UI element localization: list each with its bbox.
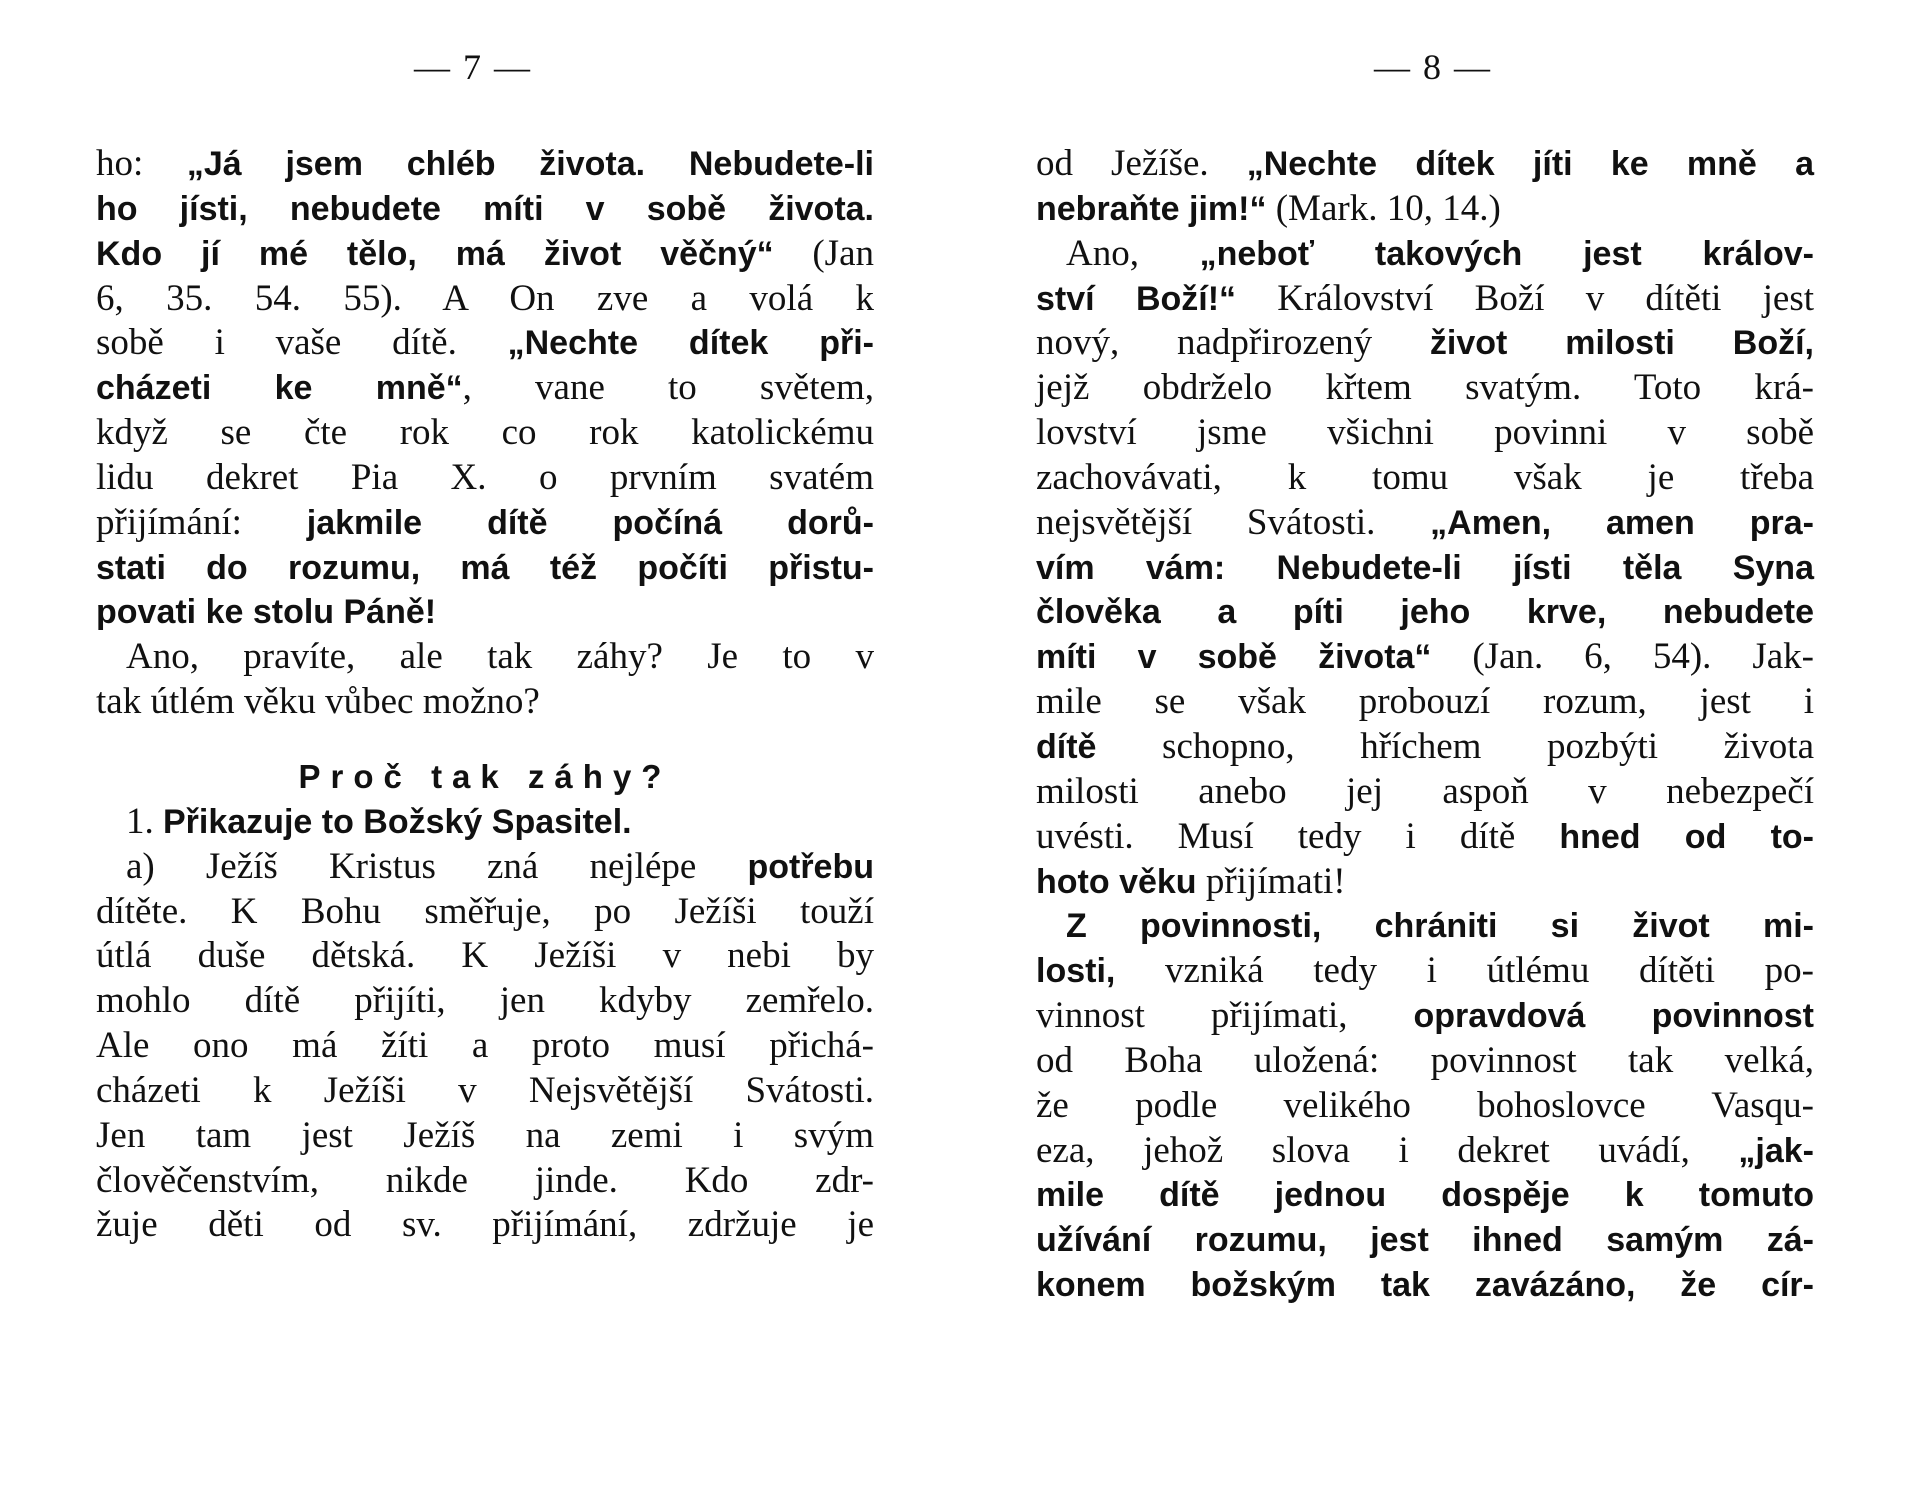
text-line xyxy=(96,1024,874,1069)
text-line xyxy=(96,232,874,277)
text: přijímati! xyxy=(1196,860,1346,902)
text-line xyxy=(1036,142,1814,187)
page-number: — 8 — xyxy=(1374,47,1492,87)
section-heading xyxy=(96,755,874,800)
text: člověčenstvím, nikde jinde. Kdo zdr- xyxy=(96,1159,874,1201)
text-line xyxy=(1036,546,1814,591)
text-line xyxy=(1036,635,1814,680)
text-line xyxy=(96,680,874,725)
text-line xyxy=(96,1203,874,1248)
bold-text: dítě xyxy=(1036,727,1097,766)
text-line xyxy=(96,456,874,501)
text: , vane to světem, xyxy=(462,367,874,409)
text: nejsvětější Svátosti. xyxy=(1036,501,1431,543)
bold-text: užívání rozumu, jest ihned samým zá- xyxy=(1036,1221,1814,1260)
bold-text: mile dítě jednou dospěje k tomuto xyxy=(1036,1176,1814,1215)
text-line xyxy=(1036,815,1814,860)
text-line xyxy=(96,890,874,935)
bold-text: ství Boží!“ xyxy=(1036,279,1237,318)
text-line xyxy=(1036,904,1814,949)
text: sobě i vaše dítě. xyxy=(96,322,508,364)
bold-text: „neboť takových jest králov- xyxy=(1199,234,1814,273)
bold-text: „jak- xyxy=(1738,1131,1814,1170)
text-line xyxy=(1036,456,1814,501)
text-line xyxy=(1036,1129,1814,1174)
bold-text: Proč tak záhy? xyxy=(298,757,672,795)
text-line xyxy=(1036,187,1814,232)
text: (Jan xyxy=(773,232,874,274)
text: milosti anebo jej aspoň v nebezpečí xyxy=(1036,770,1814,812)
text: 6, 35. 54. 55). A On zve a volá k xyxy=(96,277,874,319)
bold-text: Z povinnosti, chrániti si život mi- xyxy=(1066,907,1814,946)
text-line xyxy=(96,366,874,411)
bold-text: potřebu xyxy=(747,847,874,886)
bold-text: hned od to- xyxy=(1559,817,1814,856)
text: zachovávati, k tomu však je třeba xyxy=(1036,456,1814,498)
text: eza, jehož slova i dekret uvádí, xyxy=(1036,1129,1739,1171)
bold-text: povati ke stolu Páně! xyxy=(96,593,437,632)
text-line xyxy=(96,1069,874,1114)
text: mile se však probouzí rozum, jest i xyxy=(1036,681,1814,723)
text: ho: xyxy=(96,143,187,184)
page-text xyxy=(96,142,874,1248)
text-line xyxy=(96,845,874,890)
text-line xyxy=(1036,994,1814,1039)
page-text xyxy=(1036,142,1814,1308)
text-line xyxy=(1036,590,1814,635)
text-line xyxy=(1036,725,1814,770)
text-line xyxy=(1036,277,1814,322)
page-number: — 7 — xyxy=(414,47,532,87)
text: Království Boží v dítěti jest xyxy=(1236,277,1814,319)
text: (Jan. 6, 54). Jak- xyxy=(1431,636,1814,678)
text: od Ježíše. xyxy=(1036,143,1247,184)
text-line xyxy=(1036,860,1814,905)
text-line xyxy=(1036,770,1814,815)
text: dítěte. K Bohu směřuje, po Ježíši touží xyxy=(96,890,874,932)
text: že podle velikého bohoslovce Vasqu- xyxy=(1036,1084,1814,1126)
bold-text: život milosti Boží, xyxy=(1429,324,1814,363)
bold-text: cházeti ke mně“ xyxy=(96,369,463,408)
text-line xyxy=(96,501,874,546)
text: nový, nadpřirozený xyxy=(1036,322,1430,364)
text-line xyxy=(1036,1263,1814,1308)
text-line xyxy=(96,1114,874,1159)
bold-text: losti, xyxy=(1036,952,1116,991)
text: (Mark. 10, 14.) xyxy=(1266,187,1501,229)
text: Ano, pravíte, ale tak záhy? Je to v xyxy=(126,636,874,678)
text-line xyxy=(96,590,874,635)
text-line xyxy=(1036,501,1814,546)
text-line xyxy=(96,635,874,680)
text-line xyxy=(96,1159,874,1204)
text: schopno, hříchem pozbýti života xyxy=(1096,725,1814,767)
text-line xyxy=(1036,1173,1814,1218)
text: Ale ono má žíti a proto musí přichá- xyxy=(96,1025,874,1067)
text-line xyxy=(1036,366,1814,411)
text-line xyxy=(96,934,874,979)
bold-text: „Amen, amen pra- xyxy=(1430,503,1814,542)
text-line xyxy=(96,277,874,322)
bold-text: jakmile dítě počíná dorů- xyxy=(306,503,874,542)
bold-text: „Nechte dítek při- xyxy=(507,324,875,363)
text-line xyxy=(96,411,874,456)
text-line xyxy=(96,187,874,232)
text-line xyxy=(96,142,874,187)
bold-text: konem božským tak zavázáno, že cír- xyxy=(1036,1266,1814,1305)
text-line xyxy=(96,321,874,366)
text-line xyxy=(96,979,874,1024)
bold-text: stati do rozumu, má též počíti přistu- xyxy=(96,548,874,587)
text-line xyxy=(96,546,874,591)
text: Jen tam jest Ježíš na zemi i svým xyxy=(96,1114,874,1156)
text: 1. xyxy=(126,800,163,842)
text: a) Ježíš Kristus zná nejlépe xyxy=(126,845,748,887)
text-line xyxy=(1036,321,1814,366)
bold-text: Přikazuje to Božský Spasitel. xyxy=(163,802,632,841)
text-line xyxy=(1036,1218,1814,1263)
text-line xyxy=(1036,1084,1814,1129)
text-line xyxy=(1036,680,1814,725)
bold-text: opravdová povinnost xyxy=(1413,997,1814,1036)
text: Ano, xyxy=(1066,232,1200,274)
bold-text: Kdo jí mé tělo, má život věčný“ xyxy=(96,234,774,273)
text: lovství jsme všichni povinni v sobě xyxy=(1036,412,1814,454)
bold-text: „Nechte dítek jíti ke mně a xyxy=(1246,145,1814,183)
spacer xyxy=(96,725,874,755)
text: mohlo dítě přijíti, jen kdyby zemřelo. xyxy=(96,980,874,1022)
bold-text: „Já jsem chléb života. Nebudete-li xyxy=(186,145,874,183)
text-line xyxy=(1036,411,1814,456)
text: žuje děti od sv. přijímání, zdržuje je xyxy=(96,1204,874,1246)
text: tak útlém věku vůbec možno? xyxy=(96,681,540,723)
text: od Boha uložená: povinnost tak velká, xyxy=(1036,1039,1814,1081)
text: útlá duše dětská. K Ježíši v nebi by xyxy=(96,935,874,977)
text-line xyxy=(1036,1039,1814,1084)
text: lidu dekret Pia X. o prvním svatém xyxy=(96,456,874,498)
text-line xyxy=(1036,232,1814,277)
text: když se čte rok co rok katolickému xyxy=(96,412,874,454)
text-line xyxy=(1036,949,1814,994)
text: vzniká tedy i útlému dítěti po- xyxy=(1115,950,1814,992)
bold-text: vím vám: Nebudete-li jísti těla Syna xyxy=(1036,548,1814,587)
bold-text: hoto věku xyxy=(1036,862,1197,901)
text-line xyxy=(96,800,874,845)
text: vinnost přijímati, xyxy=(1036,995,1414,1037)
bold-text: míti v sobě života“ xyxy=(1036,638,1432,677)
text: přijímání: xyxy=(96,501,307,543)
text: jejž obdrželo křtem svatým. Toto krá- xyxy=(1036,367,1814,409)
bold-text: ho jísti, nebudete míti v sobě života. xyxy=(96,189,874,228)
text: uvésti. Musí tedy i dítě xyxy=(1036,815,1560,857)
text: cházeti k Ježíši v Nejsvětější Svátosti. xyxy=(96,1069,874,1111)
bold-text: nebraňte jim!“ xyxy=(1036,189,1267,228)
bold-text: člověka a píti jeho krve, nebudete xyxy=(1036,593,1814,632)
